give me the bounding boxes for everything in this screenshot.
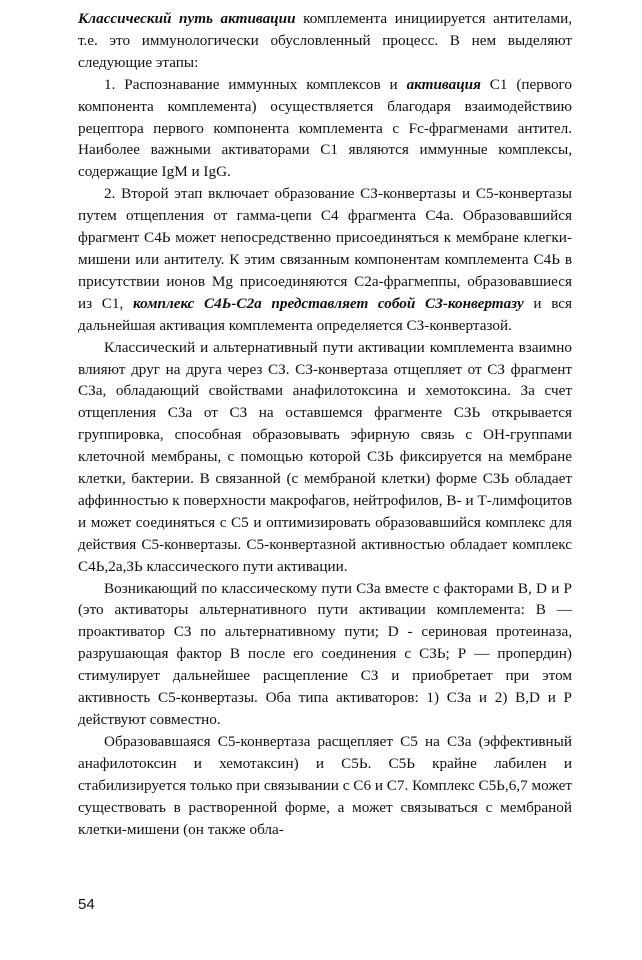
body-text: комплемента инициируется антителами, т.е. это иммунологически обусловленный процесс. В нем выделяют следующие этапы: — [78, 10, 572, 71]
paragraph-stage-1 — [78, 74, 572, 184]
paragraph-c5-convertase — [78, 731, 572, 841]
paragraph-interaction — [78, 337, 572, 578]
emphasis-text: комплекс С4Ь-С2а представляет собой СЗ-конвертазу — [132, 294, 524, 312]
body-text: Образовавшаяся С5-конвертаза расщепляет С5 на СЗа (эффективный анафилотоксин и хемотаксин) и С5Ь. С5Ь крайне лабилен и стабилизируется только при связывании с С6 и С7. Комплекс С5Ь,6,7 может существовать в растворенной форме, а может связываться с мембраной клетки-мишени (он также обла- — [78, 732, 572, 838]
body-text: С1 (первого компонента комплемента) осуществляется благодаря взаимодействию рецептора первого компонента комплемента с Fc-фрагменами антител. Наиболее важными активаторами С1 являются иммунные комплексы, содержащие IgM и IgG. — [78, 75, 572, 181]
body-text: 1. Распознавание иммунных комплексов и — [104, 75, 407, 93]
body-text: 2. Второй этап включает образование СЗ-конвертазы и С5-конвертазы путем отщепления от гамма-цепи С4 фрагмента С4а. Образовавшийся фрагмент С4Ь может непосредственно присоединяться к мембране клегки-мишени или антителу. К этим связанным компонентам комплемента С4Ь в присутствии ионов Mg присоединяются С2а-фрагмеппы, образовавшиеся из С1, — [78, 185, 572, 312]
page-text — [78, 8, 572, 840]
body-text: Классический и альтернативный пути активации комплемента взаимно влияют друг на друга через СЗ. СЗ-конвертаза отщепляет от СЗ фрагмент СЗа, обладающий свойствами анафилотоксина и хемотоксина. За счет отщепления СЗа от СЗ на оставшемся фрагменте СЗЬ открывается группировка, способная образовывать эфирную связь с ОН-группами клеточной мембраны, с помощью которой СЗЬ фиксируется на мембране клетки, бактерии. В связанной (с мембраной клетки) форме СЗЬ обладает аффинностью к поверхности макрофагов, нейтрофилов, В- и Т-лимфоцитов и может соединяться с С5 и оптимизировать образовавшийся комплекс для действия С5-конвертазы. С5-конвертазной активностью обладает комплекс С4Ь,2а,ЗЬ классического пути активации. — [78, 338, 572, 575]
paragraph-intro — [78, 8, 572, 74]
body-text: и вся дальнейшая активация комплемента определяется СЗ-конвертазой. — [78, 294, 572, 334]
paragraph-factors — [78, 578, 572, 731]
paragraph-stage-2 — [78, 183, 572, 336]
emphasis-text: Классический путь активации — [78, 10, 296, 27]
emphasis-text: активация — [406, 75, 481, 93]
body-text: Возникающий по классическому пути СЗа вместе с факторами В, D и Р (это активаторы альтернативного пути активации комплемента: В — проактиватор СЗ по альтернативному пути; D - сериновая протеиназа, разрушающая фактор В после его соединения с СЗЬ; Р — пропердин) стимулирует дальнейшее расщепление СЗ и приобретает при этом активность С5-конвертазы. Оба типа активаторов: 1) СЗа и 2) В,D и Р действуют совместно. — [78, 579, 572, 728]
page-number: 54 — [78, 896, 95, 913]
